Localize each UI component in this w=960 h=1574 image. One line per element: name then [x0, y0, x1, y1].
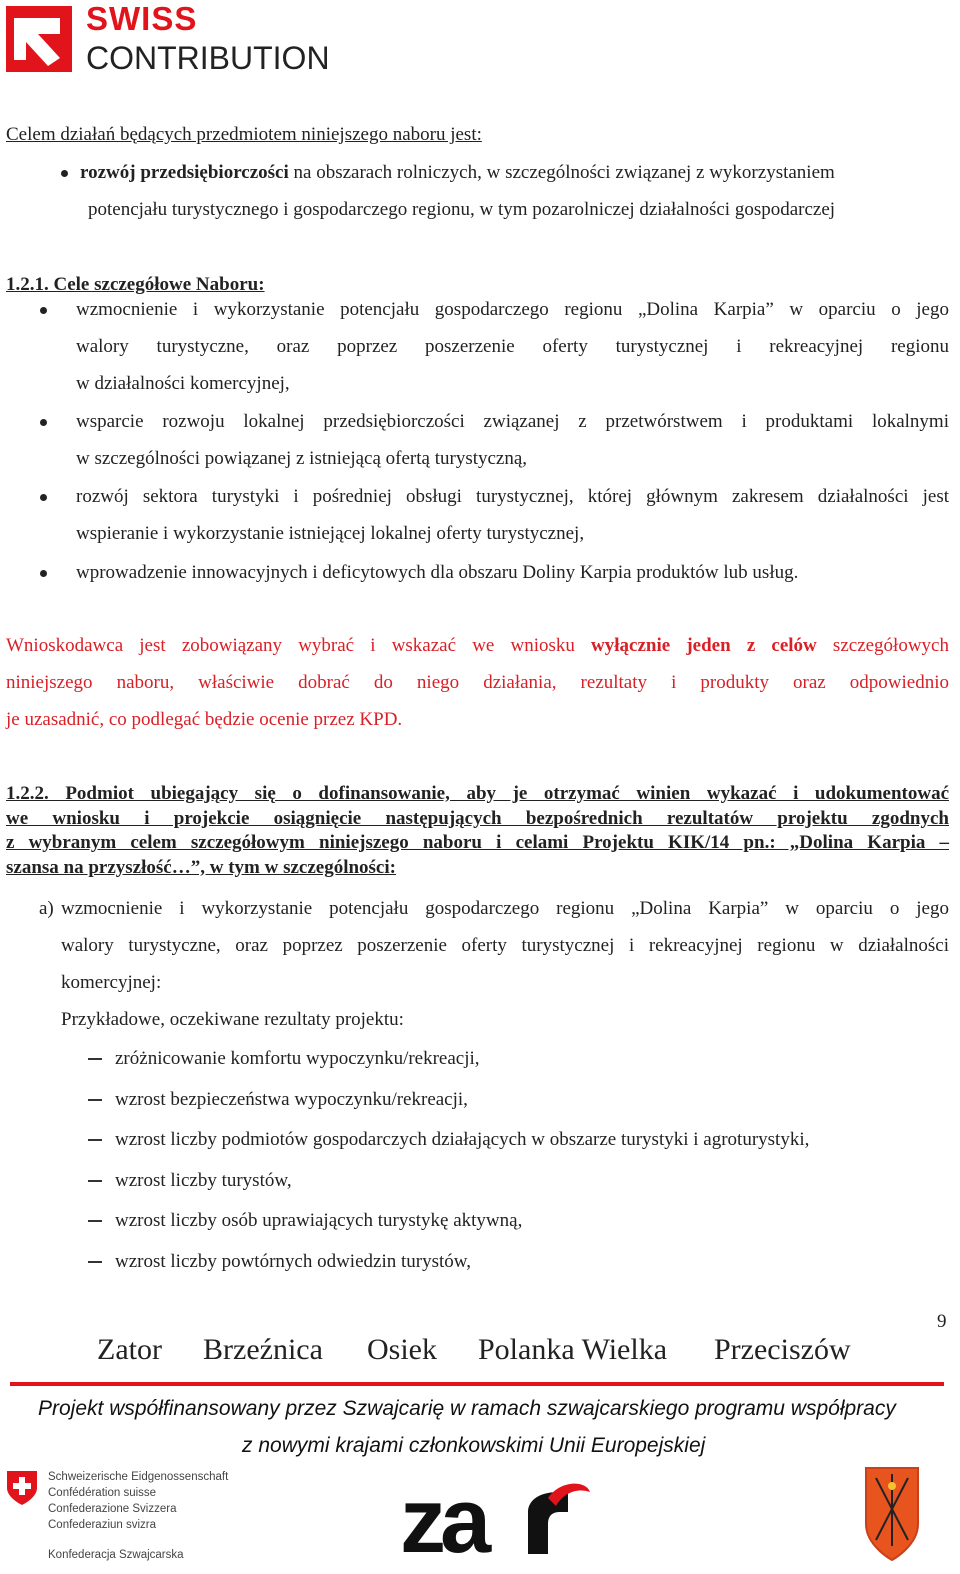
dash-icon: [88, 1180, 102, 1182]
intro-bullet-line1: [80, 154, 950, 191]
goal-2-line1: wsparcie rozwoju lokalnej przedsiębiorczości związanej z przetwórstwem i produktami lokalnymi: [76, 411, 949, 432]
dash-icon: [88, 1139, 102, 1141]
notice-line3: je uzasadnić, co podlegać będzie ocenie przez KPD.: [6, 709, 403, 730]
section-122-heading: [6, 782, 949, 880]
svg-text:za: za: [400, 1478, 486, 1558]
examples-label: Przykładowe, oczekiwane rezultaty projektu:: [61, 1009, 404, 1030]
intro-bullet-rest: na obszarach rolniczych, w szczególności związanej z wykorzystaniem: [288, 162, 835, 183]
goal-3-line2: wspieranie i wykorzystanie istniejącej lokalnej oferty turystycznej,: [76, 523, 585, 544]
footer-town: Brzeźnica: [203, 1333, 323, 1366]
footer-project-line2: z nowymi krajami członkowskimi Unii Europejskiej: [242, 1434, 706, 1457]
bullet-icon: [40, 494, 47, 501]
notice-text-a: Wnioskodawca jest zobowiązany wybrać i wskazać we wniosku: [6, 635, 592, 656]
section-121-heading: 1.2.1. Cele szczegółowe Naboru:: [6, 274, 265, 295]
intro-bullet-line2: potencjału turystycznego i gospodarczego regionu, w tym pozarolniczej działalności gospodarczej: [88, 199, 836, 220]
section-122-line2: we wniosku i projekcie osiągnięcie następujących bezpośrednich rezultatów projektu zgodnych: [6, 807, 949, 829]
notice-text-c: szczegółowych: [816, 635, 949, 656]
item-a-line3: komercyjnej:: [61, 972, 162, 993]
page-number: 9: [937, 1311, 947, 1332]
coat-of-arms-icon: [864, 1466, 920, 1562]
goal-3-line1: rozwój sektora turystyki i pośredniej obsługi turystycznej, której głównym zakresem działalności jest: [76, 486, 949, 507]
result-item: wzrost liczby osób uprawiających turystykę aktywną,: [115, 1210, 523, 1231]
item-a-marker: a): [39, 898, 54, 919]
dash-icon: [88, 1058, 102, 1060]
section-122-line4: szansa na przyszłość…”, w tym w szczególności:: [6, 856, 396, 878]
zar-logo: [400, 1478, 592, 1558]
section-122-line1: 1.2.2. Podmiot ubiegający się o dofinansowanie, aby je otrzymać winien wykazać i udokumentować: [6, 783, 949, 804]
dash-icon: [88, 1261, 102, 1263]
notice-line1: [6, 627, 949, 664]
result-item: wzrost liczby powtórnych odwiedzin turystów,: [115, 1251, 471, 1272]
result-item: wzrost liczby podmiotów gospodarczych działających w obszarze turystyki i agroturystyki,: [115, 1129, 810, 1150]
zar-logo-icon: [400, 1478, 592, 1558]
footer-divider: [10, 1382, 944, 1386]
footer-town: Osiek: [367, 1333, 437, 1366]
dash-icon: [88, 1099, 102, 1101]
bullet-icon: [40, 570, 47, 577]
notice-text-bold: wyłącznie jeden z celów: [591, 635, 817, 656]
confed-name-it: Confederazione Svizzera: [48, 1503, 177, 1515]
swiss-shield-icon: [6, 1470, 38, 1506]
footer-town: Polanka Wielka: [478, 1333, 668, 1366]
item-a-line2: walory turystyczne, oraz poprzez poszerzenie oferty turystycznej i rekreacyjnej regionu w działalności: [61, 935, 949, 956]
confed-name-pl: Konfederacja Szwajcarska: [48, 1549, 184, 1561]
confed-name-rm: Confederaziun svizra: [48, 1519, 157, 1531]
footer-town: Przeciszów: [714, 1333, 851, 1366]
intro-bullet-bold: rozwój przedsiębiorczości: [80, 162, 289, 183]
goal-1-line3: w działalności komercyjnej,: [76, 373, 290, 394]
confed-name-de: Schweizerische Eidgenossenschaft: [48, 1471, 229, 1483]
notice-line2: niniejszego naboru, właściwie dobrać do niego działania, rezultaty i produkty oraz odpowiednio: [6, 672, 949, 693]
goal-2-line2: w szczególności powiązanej z istniejącą ofertą turystyczną,: [76, 448, 528, 469]
footer-project-line1: Projekt współfinansowany przez Szwajcarię w ramach szwajcarskiego programu współpracy: [38, 1397, 896, 1420]
result-item: wzrost liczby turystów,: [115, 1170, 292, 1191]
goal-1-line2: walory turystyczne, oraz poprzez poszerzenie oferty turystycznej i rekreacyjnej regionu: [76, 336, 949, 357]
logo-text-contribution: CONTRIBUTION: [86, 40, 330, 76]
logo-text-swiss: SWISS: [86, 0, 198, 37]
bullet-icon: [40, 419, 47, 426]
swiss-contribution-logo-mark: [6, 6, 72, 72]
item-a-line1: wzmocnienie i wykorzystanie potencjału gospodarczego regionu „Dolina Karpia” w oparciu o jego: [61, 898, 949, 919]
bullet-icon: [40, 307, 47, 314]
swiss-confederation-names: [48, 1469, 228, 1533]
goal-4-line1: wprowadzenie innowacyjnych i deficytowych dla obszaru Doliny Karpia produktów lub usług.: [76, 562, 799, 583]
result-item: wzrost bezpieczeństwa wypoczynku/rekreacji,: [115, 1089, 468, 1110]
intro-heading: Celem działań będących przedmiotem niniejszego naboru jest:: [6, 124, 482, 145]
footer-town: Zator: [97, 1333, 162, 1366]
goal-1-line1: wzmocnienie i wykorzystanie potencjału gospodarczego regionu „Dolina Karpia” w oparciu o jego: [76, 299, 949, 320]
confed-name-fr: Confédération suisse: [48, 1487, 157, 1499]
dash-icon: [88, 1220, 102, 1222]
bullet-icon: [61, 170, 68, 177]
section-122-line3: z wybranym celem szczegółowym niniejszego naboru i celami Projektu KIK/14 pn.: „Dolina Karpia –: [6, 832, 949, 853]
result-item: zróżnicowanie komfortu wypoczynku/rekreacji,: [115, 1048, 480, 1069]
logo-arrow-icon: [6, 6, 72, 72]
